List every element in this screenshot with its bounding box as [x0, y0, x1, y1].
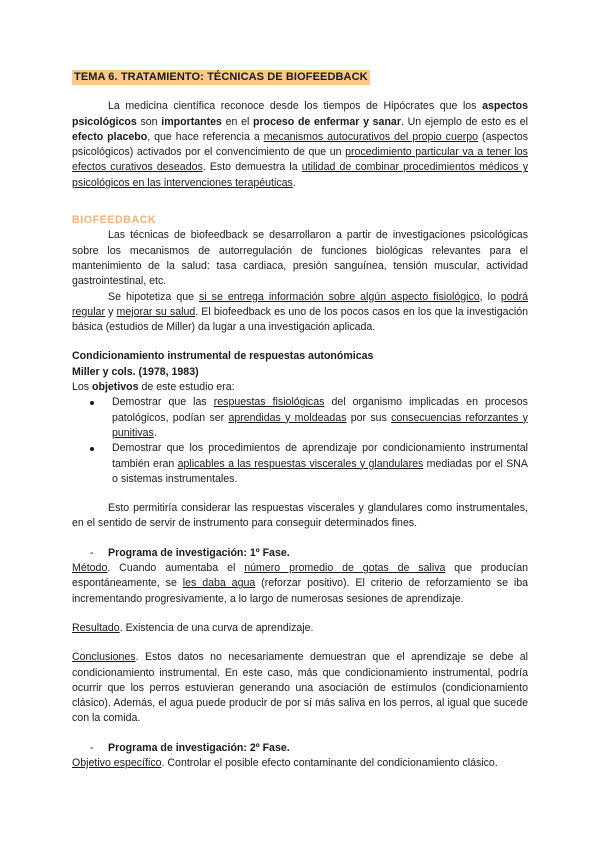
underlined-label: Método	[72, 562, 108, 575]
underlined-text: respuestas fisiológicas	[213, 396, 325, 409]
underlined-text: aprendidas y moldeadas	[228, 411, 347, 424]
dash-marker: -	[90, 546, 94, 559]
text: (reforzar positivo). El criterio de reforzamiento se iba incrementando progresivamente, a lo largo de numerosas sesiones de aprendizaje.	[72, 577, 528, 605]
objectives-list	[72, 395, 528, 487]
program-1-conclusions	[72, 650, 528, 726]
bold-text: objetivos	[92, 381, 139, 394]
text: , lo	[479, 290, 501, 303]
program-2-heading	[72, 741, 528, 756]
underlined-label: Conclusiones	[72, 651, 136, 664]
text: La medicina científica reconoce desde los tiempos de Hipócrates que los	[108, 100, 483, 113]
text: del organismo implicadas en procesos patológicos, podían ser	[112, 396, 528, 424]
heading-text: Programa de investigación: 1º Fase.	[108, 546, 290, 559]
text: que producían espontáneamente, se	[72, 562, 528, 590]
text: Demostrar que las	[112, 396, 214, 409]
underlined-text: les daba agua	[182, 577, 256, 590]
bold-text: efecto placebo	[72, 130, 148, 143]
underlined-label: Objetivo específico	[72, 756, 162, 769]
text: .	[292, 176, 296, 189]
text: . El biofeedback es uno de los pocos casos en los que la investigación básica (estudios de Miller) da lugar a una investigación aplicada.	[72, 305, 529, 334]
intro-paragraph	[72, 99, 528, 191]
underlined-text: consecuencias reforzantes y punitivas	[112, 411, 528, 439]
text: , que hace referencia a	[147, 130, 264, 143]
text: mediadas por el SNA o sistemas instrumentales.	[112, 457, 528, 485]
biofeedback-paragraph-2	[72, 290, 528, 336]
text: son	[136, 115, 162, 128]
text: y	[104, 305, 117, 318]
underlined-label: Resultado	[72, 621, 120, 634]
text: . Cuando aumentaba el	[107, 562, 245, 575]
text: Los	[72, 381, 93, 394]
list-item	[112, 441, 528, 487]
bold-text: importantes	[161, 115, 222, 128]
program-1-result	[72, 621, 528, 636]
list-item	[112, 395, 528, 441]
program-2-objective	[72, 756, 528, 771]
text: en el	[221, 115, 254, 128]
text: Se hipotetiza que	[108, 290, 200, 303]
objectives-intro	[72, 380, 528, 395]
program-1-method	[72, 561, 528, 607]
underlined-text: procedimiento particular va a tener los efectos curativos deseados	[72, 146, 528, 174]
underlined-text: aplicables a las respuestas viscerales y glandulares	[177, 457, 424, 470]
conditioning-heading: Condicionamiento instrumental de respuestas autonómicas	[72, 350, 374, 363]
program-1-heading	[72, 546, 528, 561]
biofeedback-paragraph-1: Las técnicas de biofeedback se desarrollaron a partir de investigaciones psicológicas sobre los mecanismos de autorregulación de funciones biológicas relevantes para el mantenimiento de la salud: tasa cardiaca, presión sanguínea, tensión muscular, actividad gastrointestinal, etc.	[72, 229, 528, 288]
conditioning-authors: Miller y cols. (1978, 1983)	[72, 365, 199, 378]
text: . Esto demuestra la	[202, 161, 302, 174]
text: . Controlar el posible efecto contaminante del condicionamiento clásico.	[161, 756, 498, 769]
underlined-text: mecanismos autocurativos del propio cuerpo	[263, 130, 479, 143]
text: por sus	[346, 411, 392, 424]
document-page	[72, 70, 528, 771]
heading-text: Programa de investigación: 2º Fase.	[108, 741, 290, 754]
text: de este estudio era:	[138, 381, 235, 394]
text: . Existencia de una curva de aprendizaje.	[119, 621, 314, 634]
underlined-text: mejorar su salud	[116, 305, 196, 318]
text: Demostrar que los procedimientos de aprendizaje por condicionamiento instrumental también eran	[112, 442, 528, 470]
section-heading-biofeedback: BIOFEEDBACK	[72, 214, 157, 227]
text: . Estos datos no necesariamente demuestran que el aprendizaje se debe al condicionamiento instrumental. En este caso, más que condicionamiento instrumental, podría ocurrir que los perros estuvieran generando una asociación de estímulos (condicionamiento clásico). Además, el agua puede producir de por sí más saliva en los perros, al igual que sucede con la comida.	[72, 651, 528, 725]
underlined-text: si se entrega información sobre algún aspecto fisiológico	[199, 290, 480, 303]
text: . Un ejemplo de esto es el	[400, 115, 528, 128]
underlined-text: podrá regular	[72, 290, 528, 318]
page-title: TEMA 6. TRATAMIENTO: TÉCNICAS DE BIOFEEDBACK	[72, 70, 370, 85]
underlined-text: utilidad de combinar procedimientos médicos y psicológicos en las intervenciones terapéuticas	[72, 161, 528, 189]
conditioning-conclusion: Esto permitiría considerar las respuestas viscerales y glandulares como instrumentales, en el sentido de servir de instrumento para conseguir determinados fines.	[72, 502, 528, 530]
underlined-text: número promedio de gotas de saliva	[244, 562, 446, 575]
text: (aspectos psicológicos) activados por el convencimiento de que un	[72, 130, 528, 159]
dash-marker: -	[90, 741, 94, 754]
bold-text: proceso de enfermar y sanar	[253, 115, 401, 128]
text: .	[153, 426, 157, 439]
bold-text: aspectos psicológicos	[72, 100, 528, 128]
